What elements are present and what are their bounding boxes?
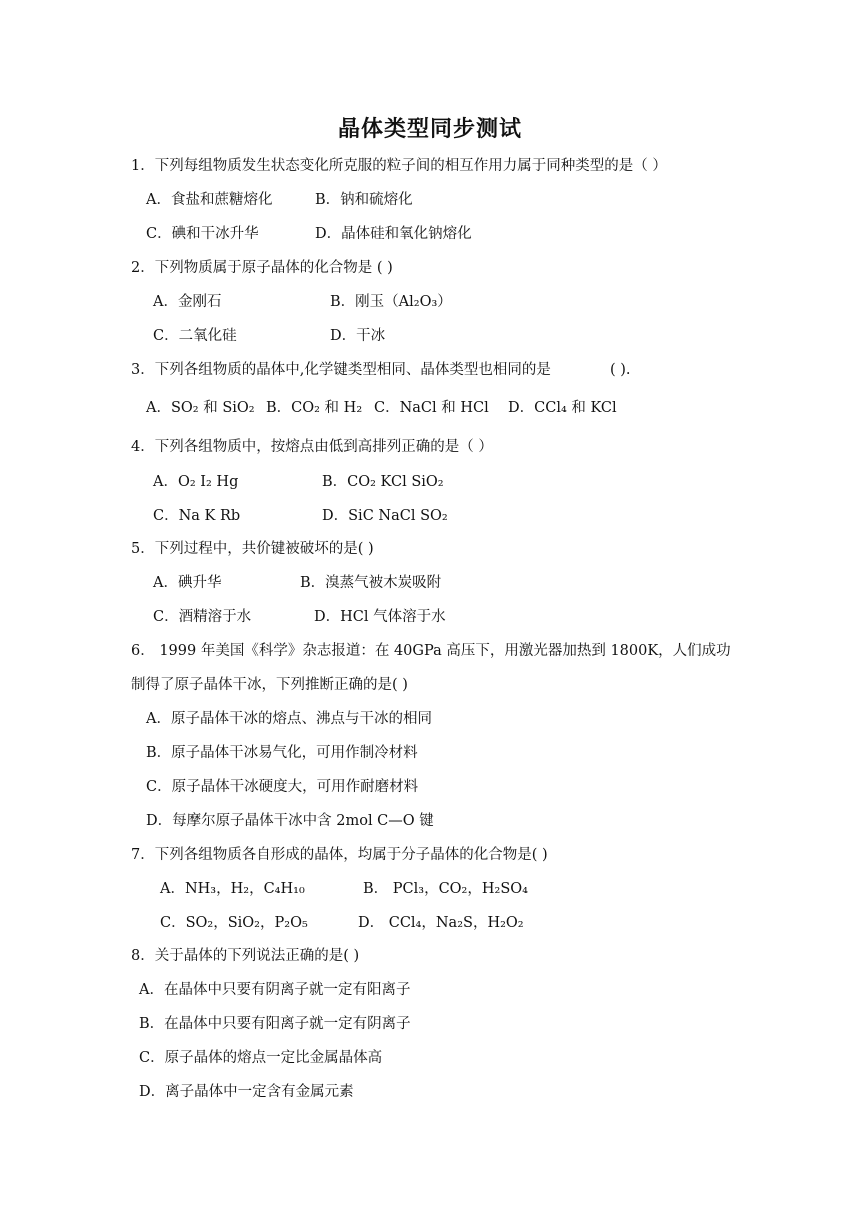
question-2-option-d: D．干冰: [330, 328, 386, 344]
question-1-option-a: A．食盐和蔗糖熔化: [146, 192, 273, 208]
question-2-option-a: A．金刚石: [153, 294, 222, 310]
question-6-option-c: C．原子晶体干冰硬度大，可用作耐磨材料: [146, 779, 419, 795]
question-1-option-d: D．晶体硅和氧化钠熔化: [315, 226, 472, 242]
question-3-option-a: A．SO₂ 和 SiO₂: [146, 400, 255, 416]
question-5-option-c: C．酒精溶于水: [153, 609, 252, 625]
question-3-option-c: C．NaCl 和 HCl: [374, 400, 489, 416]
question-1-stem: 1．下列每组物质发生状态变化所克服的粒子间的相互作用力属于同种类型的是（ ）: [131, 158, 667, 174]
question-2-stem: 2．下列物质属于原子晶体的化合物是 ( ): [131, 260, 393, 276]
question-7-option-b: B． PCl₃，CO₂，H₂SO₄: [363, 881, 528, 897]
question-5-option-a: A．碘升华: [153, 575, 222, 591]
question-6-stem-continued: 制得了原子晶体干冰，下列推断正确的是( ): [131, 677, 408, 693]
question-6-option-b: B．原子晶体干冰易气化，可用作制冷材料: [146, 745, 418, 761]
document-title: 晶体类型同步测试: [337, 116, 522, 142]
question-1-option-c: C．碘和干冰升华: [146, 226, 259, 242]
question-8-option-b: B．在晶体中只要有阳离子就一定有阴离子: [139, 1016, 411, 1032]
question-7-option-c: C．SO₂，SiO₂，P₂O₅: [160, 915, 308, 931]
question-4-option-d: D．SiC NaCl SO₂: [322, 508, 448, 524]
question-6-stem: 6． 1999 年美国《科学》杂志报道：在 40GPa 高压下，用激光器加热到 1800K，人们成功: [131, 643, 731, 659]
question-6-option-d: D．每摩尔原子晶体干冰中含 2mol C—O 键: [146, 813, 434, 829]
question-1-option-b: B．钠和硫熔化: [315, 192, 413, 208]
question-8-option-d: D．离子晶体中一定含有金属元素: [139, 1084, 354, 1100]
question-5-option-d: D．HCl 气体溶于水: [314, 609, 446, 625]
question-4-stem: 4．下列各组物质中，按熔点由低到高排列正确的是（ ）: [131, 439, 493, 455]
question-8-option-a: A．在晶体中只要有阴离子就一定有阳离子: [139, 982, 411, 998]
question-7-option-a: A．NH₃，H₂，C₄H₁₀: [160, 881, 305, 897]
question-3-option-b: B．CO₂ 和 H₂: [266, 400, 363, 416]
question-3-answer-bracket: ( ).: [610, 362, 631, 378]
question-7-stem: 7．下列各组物质各自形成的晶体，均属于分子晶体的化合物是( ): [131, 847, 548, 863]
question-4-option-c: C．Na K Rb: [153, 508, 241, 524]
question-4-option-a: A．O₂ I₂ Hg: [153, 474, 239, 490]
question-7-option-d: D． CCl₄，Na₂S，H₂O₂: [358, 915, 524, 931]
question-4-option-b: B．CO₂ KCl SiO₂: [322, 474, 444, 490]
question-8-option-c: C．原子晶体的熔点一定比金属晶体高: [139, 1050, 383, 1066]
question-2-option-c: C．二氧化硅: [153, 328, 237, 344]
question-5-stem: 5．下列过程中，共价键被破坏的是( ): [131, 541, 374, 557]
question-5-option-b: B．溴蒸气被木炭吸附: [300, 575, 442, 591]
question-2-option-b: B．刚玉（Al₂O₃）: [330, 294, 452, 310]
question-8-stem: 8．关于晶体的下列说法正确的是( ): [131, 948, 360, 964]
question-6-option-a: A．原子晶体干冰的熔点、沸点与干冰的相同: [146, 711, 432, 727]
question-3-stem: 3．下列各组物质的晶体中,化学键类型相同、晶体类型也相同的是: [131, 362, 551, 378]
question-3-option-d: D．CCl₄ 和 KCl: [508, 400, 617, 416]
